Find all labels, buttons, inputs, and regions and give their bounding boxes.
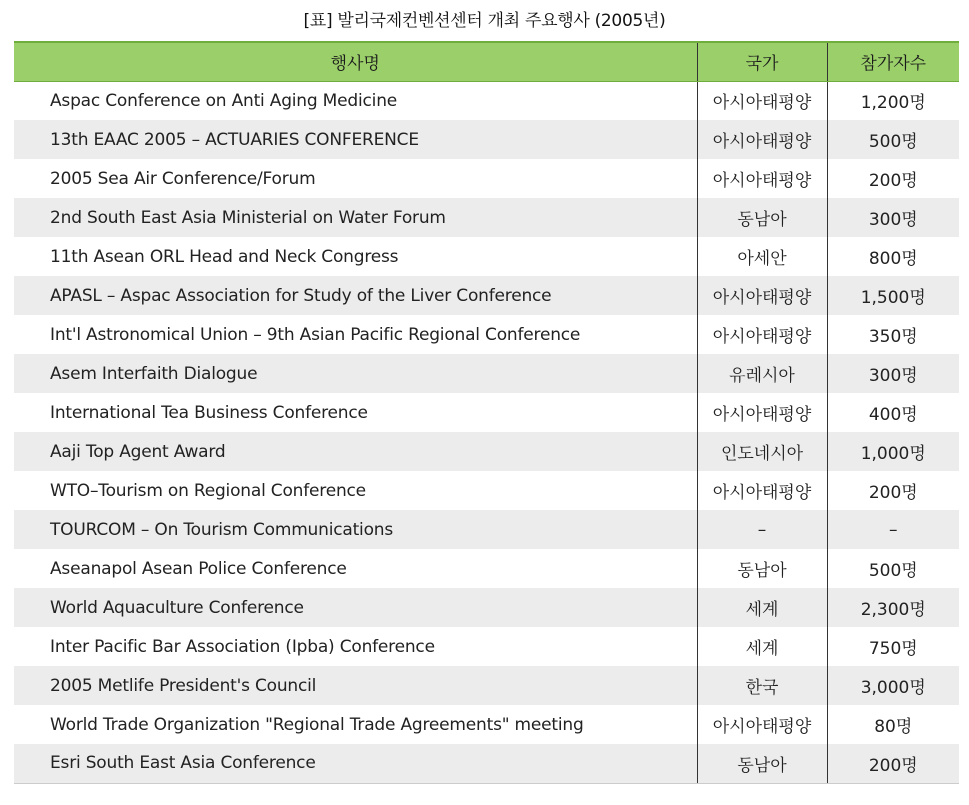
participants-cell: 500명	[868, 132, 918, 152]
table-row	[14, 198, 959, 237]
participants-cell: 400명	[868, 405, 918, 425]
country-cell: –	[697, 510, 827, 549]
table-row	[14, 120, 959, 159]
country-cell: 세계	[697, 588, 827, 627]
event-name-cell: APASL – Aspac Association for Study of the Liver Conference	[14, 276, 697, 315]
country-cell: 세계	[697, 627, 827, 666]
country-cell: 아시아태평양	[697, 705, 827, 744]
table-body	[14, 81, 959, 783]
country-cell: 동남아	[697, 198, 827, 237]
participants-cell: 2,300명	[860, 600, 926, 620]
participants-cell: 1,500명	[860, 288, 926, 308]
table-row	[14, 744, 959, 783]
event-name-cell: 2005 Metlife President's Council	[14, 666, 697, 705]
event-name-cell: Esri South East Asia Conference	[14, 744, 697, 783]
country-cell: 아시아태평양	[697, 81, 827, 120]
table-caption: [표] 발리국제컨벤션센터 개최 주요행사 (2005년)	[303, 11, 666, 31]
event-name-cell: Int'l Astronomical Union – 9th Asian Pacific Regional Conference	[14, 315, 697, 354]
country-cell: 아시아태평양	[697, 393, 827, 432]
event-name-cell: Aseanapol Asean Police Conference	[14, 549, 697, 588]
participants-cell: 500명	[868, 561, 918, 581]
participants-cell: 800명	[868, 249, 918, 269]
participants-cell: 1,000명	[860, 444, 926, 464]
column-header-event-name: 행사명	[14, 42, 697, 81]
table-row	[14, 315, 959, 354]
table-row	[14, 588, 959, 627]
table-row	[14, 276, 959, 315]
table-row	[14, 510, 959, 549]
event-name-cell: 2005 Sea Air Conference/Forum	[14, 159, 697, 198]
table-row	[14, 471, 959, 510]
table-row	[14, 159, 959, 198]
event-name-cell: Aaji Top Agent Award	[14, 432, 697, 471]
participants-cell: 200명	[868, 483, 918, 503]
country-cell: 동남아	[697, 549, 827, 588]
event-name-cell: Inter Pacific Bar Association (Ipba) Conference	[14, 627, 697, 666]
participants-cell: 350명	[868, 327, 918, 347]
event-name-cell: 2nd South East Asia Ministerial on Water Forum	[14, 198, 697, 237]
participants-cell: 200명	[827, 744, 959, 783]
participants-cell: 80명	[874, 717, 913, 737]
event-name-cell: Asem Interfaith Dialogue	[14, 354, 697, 393]
event-name-cell: 13th EAAC 2005 – ACTUARIES CONFERENCE	[14, 120, 697, 159]
event-name-cell: 11th Asean ORL Head and Neck Congress	[14, 237, 697, 276]
participants-cell: 3,000명	[860, 678, 926, 698]
country-cell: 아시아태평양	[697, 471, 827, 510]
table-row	[14, 549, 959, 588]
country-cell: 인도네시아	[697, 432, 827, 471]
participants-cell: 750명	[868, 639, 918, 659]
table-row	[14, 432, 959, 471]
event-name-cell: WTO–Tourism on Regional Conference	[14, 471, 697, 510]
table-row	[14, 237, 959, 276]
column-header-country: 국가	[697, 42, 827, 81]
country-cell: 아시아태평양	[697, 120, 827, 159]
table-row	[14, 393, 959, 432]
participants-cell: 1,200명	[860, 93, 926, 114]
table-row	[14, 354, 959, 393]
event-name-cell: International Tea Business Conference	[14, 393, 697, 432]
event-name-cell: Aspac Conference on Anti Aging Medicine	[14, 81, 697, 120]
table-header-row	[14, 42, 959, 81]
column-header-participants: 참가자수	[827, 42, 959, 81]
table-row	[14, 627, 959, 666]
event-name-cell: World Trade Organization "Regional Trade Agreements" meeting	[14, 705, 697, 744]
participants-cell: 200명	[868, 171, 918, 191]
participants-cell: 300명	[868, 210, 918, 230]
events-table	[14, 41, 959, 784]
participants-cell: –	[889, 519, 898, 540]
country-cell: 아시아태평양	[697, 276, 827, 315]
country-cell: 동남아	[697, 744, 827, 783]
event-name-cell: World Aquaculture Conference	[14, 588, 697, 627]
country-cell: 유레시아	[697, 354, 827, 393]
table-row	[14, 705, 959, 744]
country-cell: 아시아태평양	[697, 315, 827, 354]
country-cell: 아시아태평양	[697, 159, 827, 198]
table-row	[14, 666, 959, 705]
country-cell: 아세안	[697, 237, 827, 276]
table-row	[14, 81, 959, 120]
country-cell: 한국	[697, 666, 827, 705]
participants-cell: 300명	[868, 366, 918, 386]
event-name-cell: TOURCOM – On Tourism Communications	[14, 510, 697, 549]
